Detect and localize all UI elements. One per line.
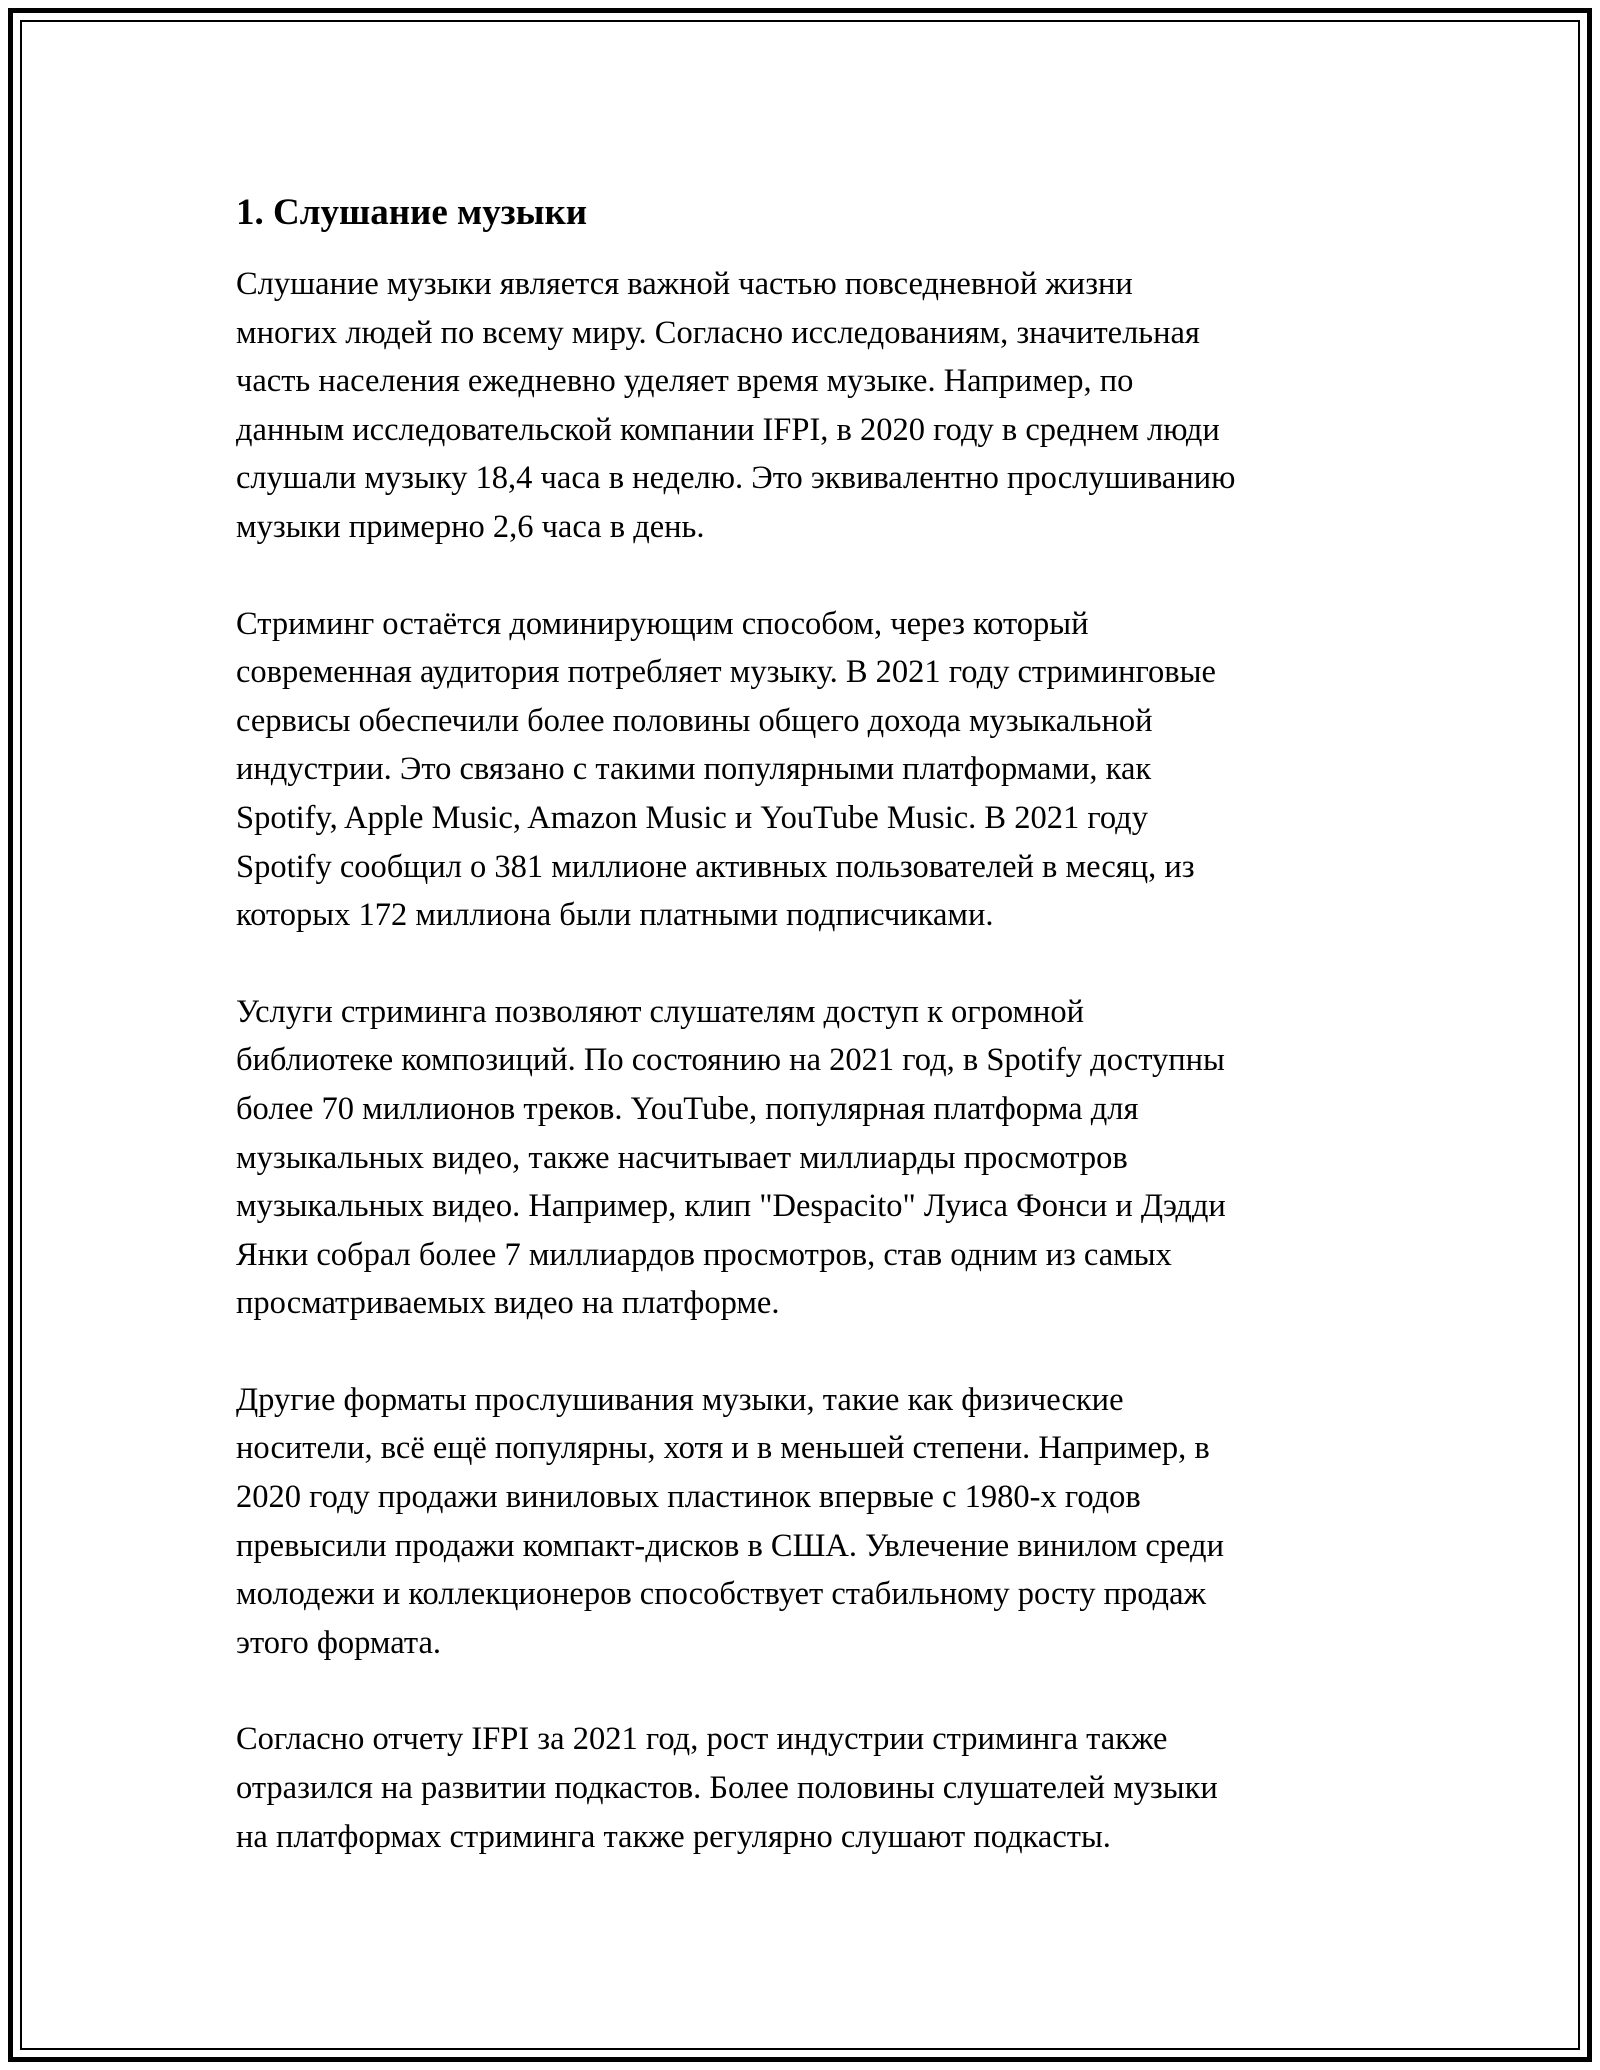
- text-line: музыкальных видео, также насчитывает миллиарды просмотров: [236, 1139, 1128, 1176]
- text-line: Spotify сообщил о 381 миллионе активных пользователей в месяц, из: [236, 848, 1195, 885]
- paragraph-music-listening: [236, 260, 1376, 552]
- text-line: на платформах стриминга также регулярно слушают подкасты.: [236, 1818, 1111, 1855]
- text-line: этого формата.: [236, 1624, 442, 1661]
- text-line: современная аудитория потребляет музыку. В 2021 году стриминговые: [236, 654, 1216, 691]
- text-line: музыкальных видео. Например, клип "Despacito" Луиса Фонси и Дэдди: [236, 1188, 1226, 1225]
- text-line: индустрии. Это связано с такими популярными платформами, как: [236, 751, 1152, 788]
- text-line: Янки собрал более 7 миллиардов просмотров, став одним из самых: [236, 1236, 1172, 1273]
- text-line: музыки примерно 2,6 часа в день.: [236, 508, 705, 545]
- text-line: Другие форматы прослушивания музыки, такие как физические: [236, 1381, 1124, 1418]
- paragraph-physical-formats: [236, 1376, 1376, 1668]
- text-line: 2020 году продажи виниловых пластинок впервые с 1980-х годов: [236, 1479, 1141, 1516]
- text-line: Слушание музыки является важной частью повседневной жизни: [236, 266, 1133, 302]
- paragraph-streaming-library: [236, 988, 1376, 1328]
- text-line: которых 172 миллиона были платными подписчиками.: [236, 897, 994, 934]
- text-line: превысили продажи компакт-дисков в США. Увлечение винилом среди: [236, 1527, 1224, 1564]
- text-line: Стриминг остаётся доминирующим способом, через который: [236, 605, 1089, 642]
- paragraph-streaming: [236, 600, 1376, 940]
- text-line: носители, всё ещё популярны, хотя и в меньшей степени. Например, в: [236, 1430, 1210, 1467]
- text-line: Услуги стриминга позволяют слушателям доступ к огромной: [236, 993, 1085, 1030]
- section-title: 1. Слушание музыки: [236, 192, 588, 233]
- text-line: сервисы обеспечили более половины общего дохода музыкальной: [236, 702, 1153, 739]
- document-body: [236, 188, 1376, 1909]
- text-line: часть населения ежедневно уделяет время музыке. Например, по: [236, 363, 1134, 400]
- text-line: слушали музыку 18,4 часа в неделю. Это эквивалентно прослушиванию: [236, 460, 1236, 497]
- text-line: многих людей по всему миру. Согласно исследованиям, значительная: [236, 314, 1200, 351]
- paragraph-podcasts: [236, 1715, 1376, 1861]
- text-line: более 70 миллионов треков. YouTube, популярная платформа для: [236, 1090, 1139, 1127]
- text-line: Spotify, Apple Music, Amazon Music и YouTube Music. В 2021 году: [236, 799, 1148, 836]
- text-line: молодежи и коллекционеров способствует стабильному росту продаж: [236, 1576, 1206, 1613]
- text-line: просматриваемых видео на платформе.: [236, 1285, 780, 1322]
- text-line: Согласно отчету IFPI за 2021 год, рост индустрии стриминга также: [236, 1721, 1168, 1758]
- text-line: отразился на развитии подкастов. Более половины слушателей музыки: [236, 1770, 1218, 1807]
- text-line: данным исследовательской компании IFPI, в 2020 году в среднем люди: [236, 411, 1220, 448]
- text-line: библиотеке композиций. По состоянию на 2021 год, в Spotify доступны: [236, 1042, 1225, 1079]
